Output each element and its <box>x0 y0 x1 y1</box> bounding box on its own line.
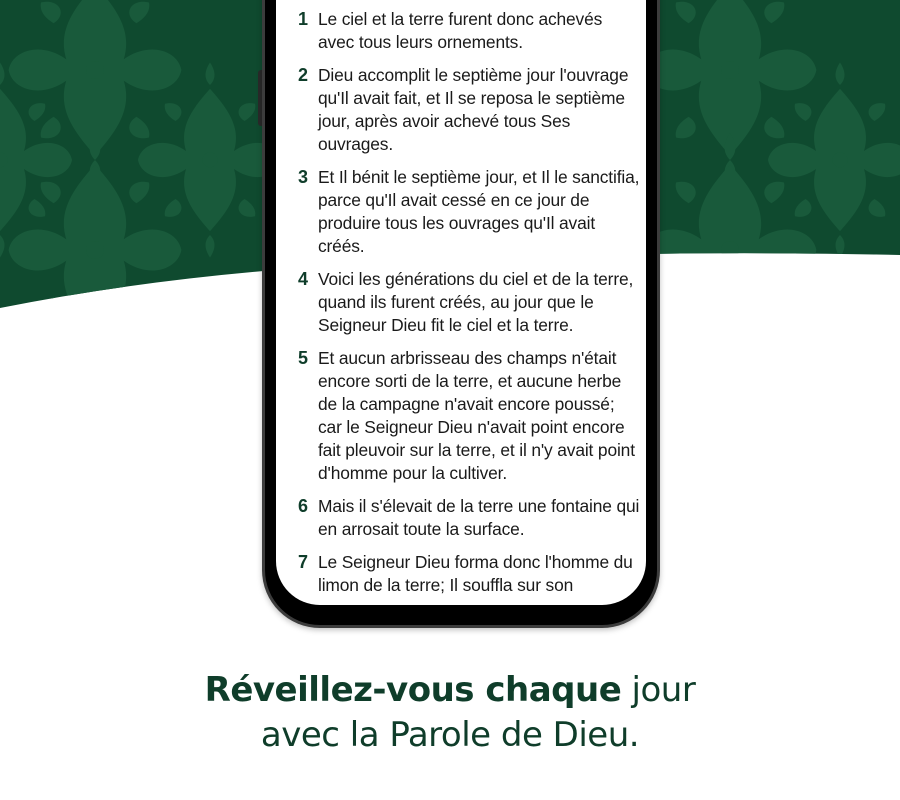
verse-text: Le Seigneur Dieu forma donc l'homme du limon de la terre; Il souffla sur son <box>318 552 633 595</box>
verse-number: 7 <box>298 552 309 572</box>
tagline-bold-text: Réveillez-vous chaque <box>204 670 622 710</box>
verse-item <box>298 64 642 156</box>
verse-item <box>298 347 642 485</box>
phone-frame <box>262 0 660 628</box>
verse-text: Voici les générations du ciel et de la terre, quand ils furent créés, au jour que le Seigneur Dieu fit le ciel et la terre. <box>318 269 634 335</box>
verse-number: 3 <box>298 167 309 187</box>
verse-text: Le ciel et la terre furent donc achevés avec tous leurs ornements. <box>318 9 603 52</box>
verse-number: 2 <box>298 65 309 85</box>
tagline-regular-text: jour <box>621 670 696 710</box>
tagline <box>0 668 900 758</box>
verse-number: 6 <box>298 496 309 516</box>
verse-item <box>298 166 642 258</box>
verse-item <box>298 8 642 54</box>
verse-list <box>298 8 642 605</box>
verse-text: Et aucun arbrisseau des champs n'était encore sorti de la terre, et aucune herbe de la campagne n'avait encore poussé; car le Seigneur Dieu n'avait point encore fait pleuvoir sur la terre, et il n'y avait point d'homme pour la cultiver. <box>318 348 635 483</box>
verse-number: 1 <box>298 9 309 29</box>
verse-number: 4 <box>298 269 309 289</box>
phone-screen <box>276 0 646 605</box>
verse-item <box>298 495 642 541</box>
verse-item <box>298 551 642 597</box>
tagline-line-1 <box>0 668 900 713</box>
tagline-line-2: avec la Parole de Dieu. <box>260 715 640 755</box>
verse-text: Mais il s'élevait de la terre une fontaine qui en arrosait toute la surface. <box>318 496 640 539</box>
verse-number: 5 <box>298 348 309 368</box>
verse-text: Et Il bénit le septième jour, et Il le sanctifia, parce qu'Il avait cessé en ce jour de produire tous les ouvrages qu'Il avait créés. <box>318 167 640 256</box>
verse-item <box>298 268 642 337</box>
verse-text: Dieu accomplit le septième jour l'ouvrage qu'Il avait fait, et Il se reposa le septième jour, après avoir achevé tous Ses ouvrages. <box>318 65 629 154</box>
